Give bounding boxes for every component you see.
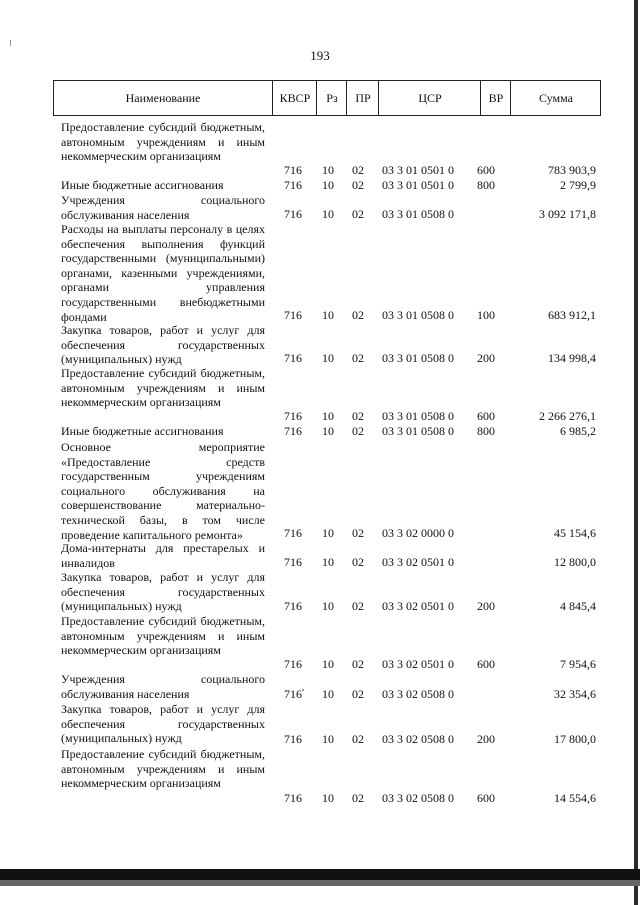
row-rz: 10 [322,732,334,747]
table-row [0,366,640,424]
table-row [0,440,640,541]
row-sum: 134 998,4 [548,351,596,366]
row-kvsr: 716 [284,163,302,178]
row-name: Основное мероприятие «Предоставление средств государственным учреждениям социального обслуживания на совершенствование материально-технической базы, в том числе проведение капитального ремонта» [61,440,265,542]
row-pr: 02 [352,409,364,424]
row-csr: 03 3 01 0501 0 [382,163,454,178]
row-kvsr: 716 [284,791,302,806]
row-name: Предоставление субсидий бюджетным, автономным учреждениям и иным некоммерческим организациям [61,120,265,164]
table-row [0,222,640,323]
row-csr: 03 3 01 0508 0 [382,308,454,323]
row-pr: 02 [352,178,364,193]
row-name: Закупка товаров, работ и услуг для обеспечения государственных (муниципальных) нужд [61,323,265,367]
row-sum: 12 800,0 [554,555,596,570]
row-kvsr: 716 [284,351,302,366]
row-vr: 200 [477,351,495,366]
row-rz: 10 [322,791,334,806]
row-name: Закупка товаров, работ и услуг для обеспечения государственных (муниципальных) нужд [61,702,265,746]
table-row [0,614,640,672]
row-kvsr: 716 [284,409,302,424]
row-sum: 45 154,6 [554,526,596,541]
row-vr: 800 [477,178,495,193]
row-kvsr: 716 [284,687,302,702]
row-rz: 10 [322,424,334,439]
table-row [0,747,640,806]
table-header [53,80,601,116]
row-kvsr: 716 [284,526,302,541]
row-name: Учреждения социального обслуживания населения [61,672,265,701]
row-sum: 2 799,9 [560,178,596,193]
row-vr: 600 [477,409,495,424]
row-rz: 10 [322,657,334,672]
table-row [0,570,640,614]
row-rz: 10 [322,351,334,366]
row-pr: 02 [352,308,364,323]
table-row [0,193,640,222]
row-sum: 4 845,4 [560,599,596,614]
row-name: Иные бюджетные ассигнования [61,178,224,192]
table-row [0,323,640,366]
row-pr: 02 [352,424,364,439]
row-pr: 02 [352,555,364,570]
row-kvsr: 716 [284,424,302,439]
row-csr: 03 3 02 0501 0 [382,599,454,614]
row-vr: 100 [477,308,495,323]
row-kvsr: 716 [284,657,302,672]
row-kvsr: 716 [284,178,302,193]
row-kvsr: 716 [284,207,302,222]
row-rz: 10 [322,555,334,570]
row-csr: 03 3 01 0501 0 [382,178,454,193]
row-name: Предоставление субсидий бюджетным, автономным учреждениям и иным некоммерческим организациям [61,747,265,791]
row-csr: 03 3 02 0501 0 [382,555,454,570]
row-name: Иные бюджетные ассигнования [61,424,224,438]
row-pr: 02 [352,657,364,672]
row-name: Закупка товаров, работ и услуг для обеспечения государственных (муниципальных) нужд [61,570,265,614]
row-pr: 02 [352,207,364,222]
row-sum: 14 554,6 [554,791,596,806]
row-kvsr: 716 [284,599,302,614]
row-sum: 683 912,1 [548,308,596,323]
row-csr: 03 3 02 0508 0 [382,791,454,806]
row-rz: 10 [322,687,334,702]
row-pr: 02 [352,732,364,747]
header-name: Наименование [125,91,201,105]
row-csr: 03 3 02 0508 0 [382,732,454,747]
row-pr: 02 [352,687,364,702]
row-name: Предоставление субсидий бюджетным, автономным учреждениям и иным некоммерческим организациям [61,366,265,410]
row-sum: 3 092 171,8 [539,207,596,222]
row-csr: 03 3 01 0508 0 [382,424,454,439]
row-rz: 10 [322,163,334,178]
row-kvsr: 716 [284,308,302,323]
row-rz: 10 [322,308,334,323]
row-pr: 02 [352,791,364,806]
row-csr: 03 3 01 0508 0 [382,207,454,222]
scan-speck [10,40,11,46]
row-vr: 600 [477,163,495,178]
row-sum: 17 800,0 [554,732,596,747]
row-rz: 10 [322,526,334,541]
row-sum: 783 903,9 [548,163,596,178]
row-sum: 7 954,6 [560,657,596,672]
table-row [0,672,640,702]
header-rz: Рз [316,81,347,115]
table-row [0,541,640,570]
row-rz: 10 [322,409,334,424]
row-kvsr: 716 [284,732,302,747]
row-rz: 10 [322,207,334,222]
scan-edge-right [634,0,638,905]
row-vr: 200 [477,599,495,614]
row-vr: 200 [477,732,495,747]
header-pr: ПР [346,81,379,115]
row-kvsr: 716 [284,555,302,570]
row-csr: 03 3 01 0508 0 [382,409,454,424]
header-sum: Сумма [510,81,601,115]
row-rz: 10 [322,178,334,193]
row-sum: 6 985,2 [560,424,596,439]
row-pr: 02 [352,526,364,541]
row-csr: 03 3 02 0508 0 [382,687,454,702]
row-vr: 800 [477,424,495,439]
row-sum: 32 354,6 [554,687,596,702]
row-vr: 600 [477,791,495,806]
table-row [0,120,640,178]
row-csr: 03 3 02 0501 0 [382,657,454,672]
scan-edge-bottom-shadow [0,880,640,886]
row-name: Дома-интернаты для престарелых и инвалидов [61,541,265,570]
row-pr: 02 [352,351,364,366]
row-name: Расходы на выплаты персоналу в целях обеспечения выполнения функций государственными (муниципальными) органами, казенными учреждениями, органами управления государственными внебюджетными фондами [61,222,265,324]
scan-speck [302,689,304,691]
row-pr: 02 [352,163,364,178]
row-csr: 03 3 01 0508 0 [382,351,454,366]
row-name: Учреждения социального обслуживания населения [61,193,265,222]
row-csr: 03 3 02 0000 0 [382,526,454,541]
row-name: Предоставление субсидий бюджетным, автономным учреждениям и иным некоммерческим организациям [61,614,265,658]
header-kvsr: КВСР [272,81,317,115]
table-row [0,424,640,439]
table-row [0,178,640,193]
scan-edge-bottom [0,869,640,880]
table-row [0,702,640,747]
row-rz: 10 [322,599,334,614]
header-csr: ЦСР [378,81,481,115]
header-vr: ВР [480,81,511,115]
page-number: 193 [310,48,330,63]
row-sum: 2 266 276,1 [539,409,596,424]
row-pr: 02 [352,599,364,614]
row-vr: 600 [477,657,495,672]
